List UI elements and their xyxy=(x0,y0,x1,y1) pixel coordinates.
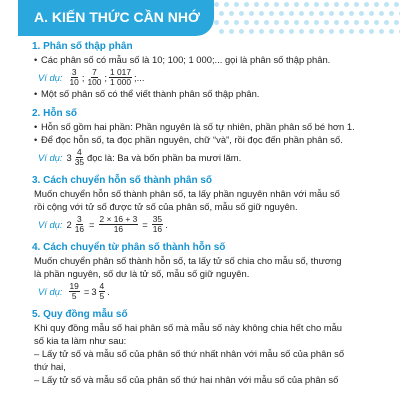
decoration-dot xyxy=(239,11,244,16)
section-5-line-4: thứ hai, xyxy=(34,361,66,372)
example-label: Ví dụ: xyxy=(38,72,63,83)
decoration-dot xyxy=(309,29,314,34)
decoration-dot xyxy=(379,29,384,34)
decoration-dot xyxy=(219,11,224,16)
fraction: $\frac{1 017}{1 000}$ xyxy=(110,67,131,87)
decoration-dot xyxy=(279,29,284,34)
decoration-dot xyxy=(374,2,379,7)
decoration-dot xyxy=(339,29,344,34)
decoration-dot xyxy=(349,11,354,16)
decoration-dot xyxy=(334,2,339,7)
decoration-dot xyxy=(369,29,374,34)
decoration-dot xyxy=(314,20,319,25)
decoration-dot xyxy=(319,29,324,34)
decoration-dot xyxy=(329,11,334,16)
decoration-dot xyxy=(289,11,294,16)
section-3-line-2: rồi cộng với tử số được tử số của phân số, mẫu số giữ nguyên. xyxy=(34,201,298,212)
mixed-number: 2 $\frac{3}{16}$ xyxy=(66,214,85,234)
section-5-line-1: Khi quy đồng mẫu số hai phân số mà mẫu số này không chia hết cho mẫu xyxy=(34,322,343,333)
mixed-number: 3 $\frac{4}{5}$ xyxy=(91,281,105,301)
section-1-title: 1. Phân số thập phân xyxy=(32,41,133,52)
section-4-title: 4. Cách chuyển từ phân số thành hỗn số xyxy=(32,242,226,253)
decoration-dot xyxy=(369,11,374,16)
decoration-dot xyxy=(259,11,264,16)
section-4-example: Ví dụ: $\frac{19}{5}$ = 3 $\frac{4}{5}$ . xyxy=(38,281,110,301)
decoration-dot xyxy=(254,20,259,25)
decoration-dot xyxy=(299,11,304,16)
decoration-dot xyxy=(394,20,399,25)
decoration-dot xyxy=(329,29,334,34)
example-label: Ví dụ: xyxy=(38,219,63,230)
decoration-dot xyxy=(269,29,274,34)
section-2-bullet-2: • Để đọc hỗn số, ta đọc phần nguyên, chữ “và”, rồi đọc đến phần phân số. xyxy=(34,133,384,146)
example-label: Ví dụ: xyxy=(38,152,63,163)
decoration-dot xyxy=(344,20,349,25)
decoration-dot xyxy=(364,2,369,7)
decoration-dot xyxy=(384,2,389,7)
decoration-dot xyxy=(264,20,269,25)
decoration-dot xyxy=(344,2,349,7)
section-2-example xyxy=(38,148,384,167)
decoration-dot xyxy=(289,29,294,34)
fraction: $\frac{2 \times 16 + 3}{16}$ xyxy=(99,214,138,234)
section-5-line-5: – Lấy tử số và mẫu số của phân số thứ hai nhân với mẫu số của phân số xyxy=(34,374,339,385)
decoration-dot xyxy=(359,29,364,34)
decoration-dot xyxy=(294,20,299,25)
page-margin xyxy=(0,0,18,400)
decoration-dot xyxy=(214,20,219,25)
mixed-number: 3 $\frac{4}{35}$ xyxy=(66,147,85,167)
decoration-dot xyxy=(279,11,284,16)
decoration-dot xyxy=(249,11,254,16)
decoration-dot xyxy=(334,20,339,25)
section-1-example: Ví dụ: $\frac{3}{10}$ ; $\frac{7}{100}$ ; $\frac{1 017}{1 000}$ ;... xyxy=(38,67,145,87)
decoration-dot xyxy=(229,11,234,16)
decoration-dot xyxy=(214,2,219,7)
decoration-dot xyxy=(319,11,324,16)
decoration-dot xyxy=(284,2,289,7)
decoration-dot xyxy=(234,2,239,7)
decoration-dot xyxy=(294,2,299,7)
decoration-dot xyxy=(374,20,379,25)
decoration-dot xyxy=(224,20,229,25)
decoration-dot xyxy=(259,29,264,34)
dot-pattern-decoration xyxy=(214,0,400,36)
decoration-dot xyxy=(314,2,319,7)
decoration-dot xyxy=(384,20,389,25)
fraction: $\frac{7}{100}$ xyxy=(87,67,102,87)
decoration-dot xyxy=(379,11,384,16)
decoration-dot xyxy=(339,11,344,16)
decoration-dot xyxy=(299,29,304,34)
example-reading: đọc là: Ba và bốn phần ba mươi lăm. xyxy=(87,152,242,163)
decoration-dot xyxy=(244,2,249,7)
decoration-dot xyxy=(229,29,234,34)
section-5-line-2: số kia ta làm như sau: xyxy=(34,335,127,346)
section-4-line-2: là phần nguyên, số dư là tử số, mẫu số giữ nguyên. xyxy=(34,268,250,279)
decoration-dot xyxy=(389,29,394,34)
section-3-line-1: Muốn chuyển hỗn số thành phân số, ta lấy phần nguyên nhân với mẫu số xyxy=(34,188,340,199)
fraction: $\frac{3}{10}$ xyxy=(69,67,79,87)
decoration-dot xyxy=(219,29,224,34)
fraction: $\frac{19}{5}$ xyxy=(69,281,79,301)
decoration-dot xyxy=(274,2,279,7)
banner-title: A. KIẾN THỨC CẦN NHỚ xyxy=(34,9,200,25)
decoration-dot xyxy=(249,29,254,34)
section-5-line-3: – Lấy tử số và mẫu số của phân số thứ nhất nhân với mẫu số của phân số xyxy=(34,348,345,359)
decoration-dot xyxy=(364,20,369,25)
decoration-dot xyxy=(239,29,244,34)
example-label: Ví dụ: xyxy=(38,286,63,297)
decoration-dot xyxy=(244,20,249,25)
decoration-dot xyxy=(394,2,399,7)
example-tail: ;... xyxy=(134,72,145,83)
section-4-line-1: Muốn chuyển phân số thành hỗn số, ta lấy tử số chia cho mẫu số, thương xyxy=(34,255,342,266)
fraction: $\frac{35}{16}$ xyxy=(152,214,163,234)
section-2-title: 2. Hỗn số xyxy=(32,108,78,119)
decoration-dot xyxy=(349,29,354,34)
decoration-dot xyxy=(389,11,394,16)
decoration-dot xyxy=(284,20,289,25)
decoration-dot xyxy=(324,20,329,25)
decoration-dot xyxy=(264,2,269,7)
decoration-dot xyxy=(269,11,274,16)
page-content xyxy=(32,40,384,386)
decoration-dot xyxy=(359,11,364,16)
decoration-dot xyxy=(324,2,329,7)
section-3-title: 3. Cách chuyển hỗn số thành phân số xyxy=(32,175,213,186)
section-5-title: 5. Quy đồng mẫu số xyxy=(32,309,128,320)
decoration-dot xyxy=(274,20,279,25)
decoration-dot xyxy=(254,2,259,7)
decoration-dot xyxy=(304,2,309,7)
decoration-dot xyxy=(304,20,309,25)
decoration-dot xyxy=(309,11,314,16)
section-1-bullet-1: • Các phân số có mẫu số là 10; 100; 1 000;... gọi là phân số thập phân. xyxy=(34,53,384,66)
decoration-dot xyxy=(354,20,359,25)
section-2-bullet-1: • Hỗn số gồm hai phần: Phần nguyên là số tự nhiên, phần phân số bé hơn 1. xyxy=(34,120,384,133)
section-banner xyxy=(18,0,214,36)
section-3-example: Ví dụ: 2 $\frac{3}{16}$ = $\frac{2 \times 16 + 3}{16}$ = $\frac{35}{16}$ . xyxy=(38,214,168,234)
decoration-dot xyxy=(354,2,359,7)
decoration-dot xyxy=(234,20,239,25)
decoration-dot xyxy=(224,2,229,7)
section-1-bullet-2: • Một số phân số có thể viết thành phân số thập phân. xyxy=(34,87,384,100)
